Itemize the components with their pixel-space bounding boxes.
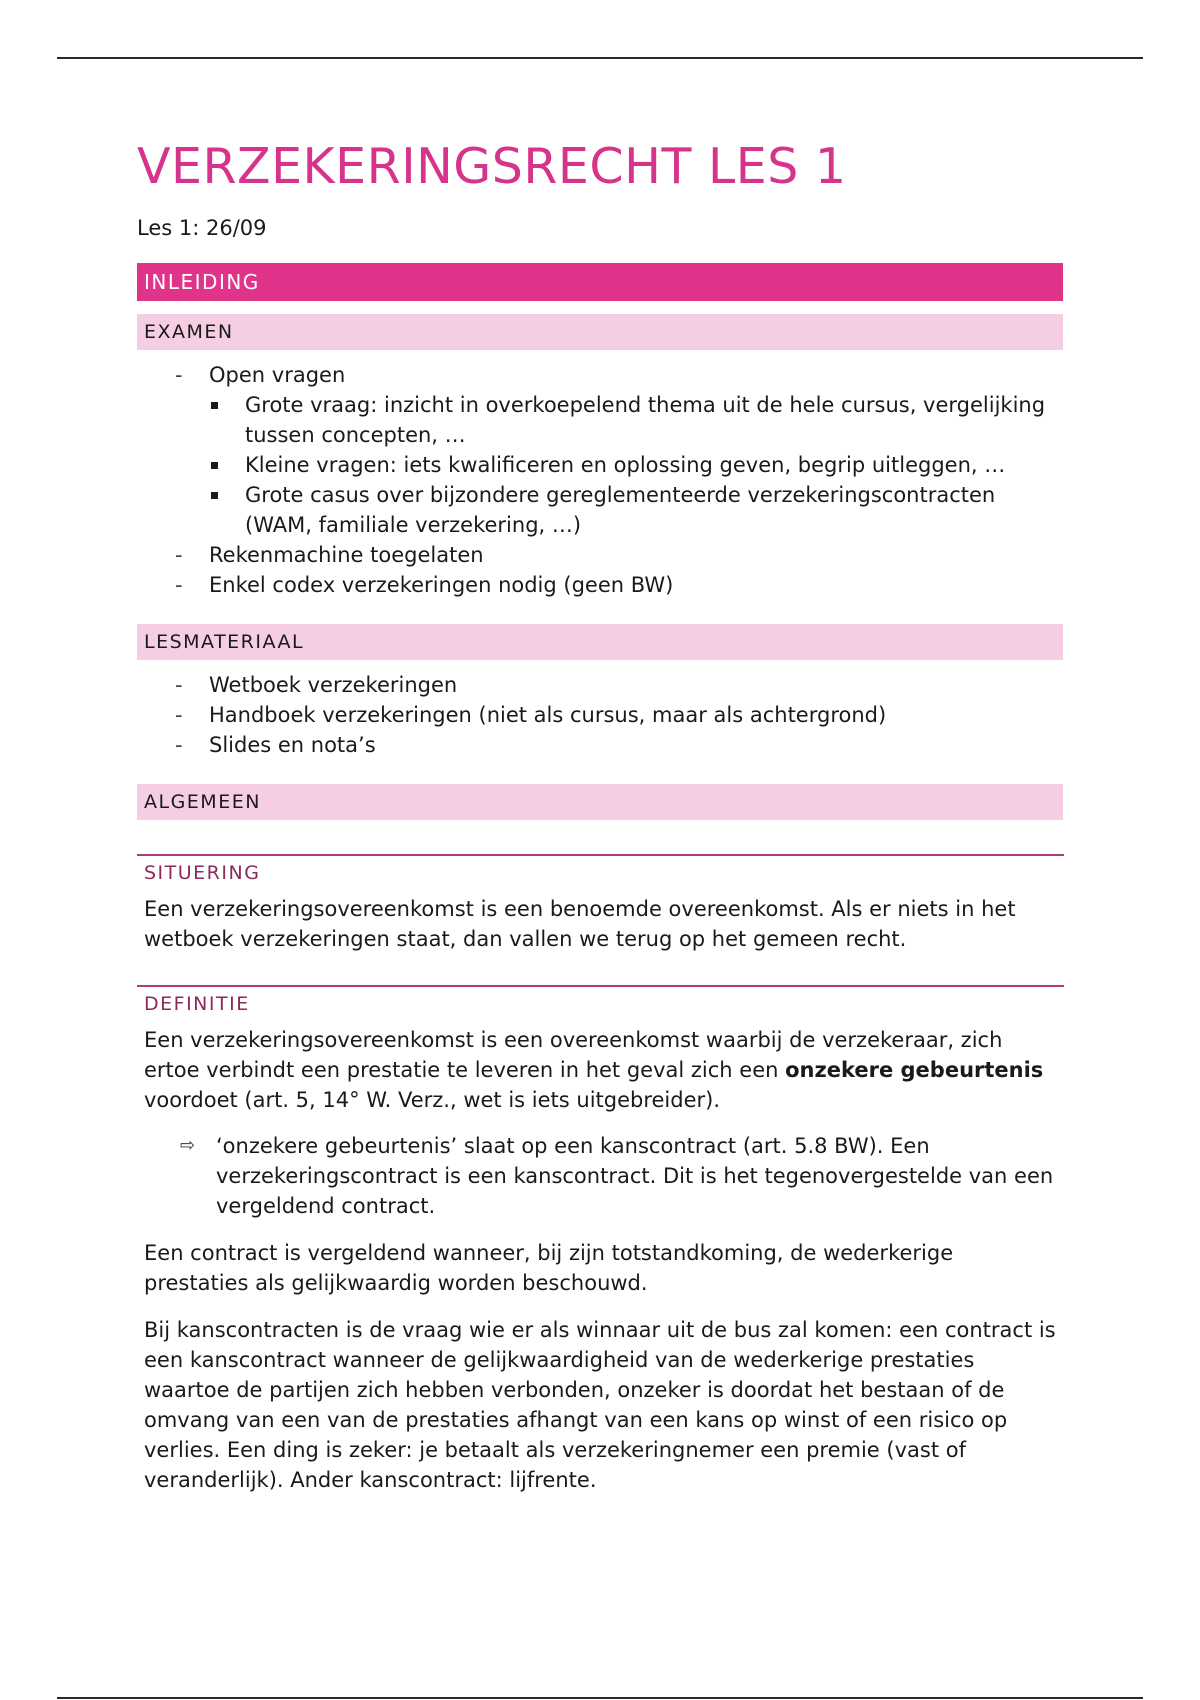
dash-bullet-icon: - [175, 573, 183, 598]
examen-sublist [209, 390, 1063, 540]
list-item [209, 390, 1063, 450]
list-item-text: Rekenmachine toegelaten [209, 543, 484, 568]
list-item-text: Grote vraag: inzicht in overkoepelend thema uit de hele cursus, vergelijking tussen concepten, … [245, 393, 1046, 448]
list-item-text: Wetboek verzekeringen [209, 673, 458, 698]
square-bullet-icon [211, 492, 218, 499]
dash-bullet-icon: - [175, 363, 183, 388]
list-item-text: Kleine vragen: iets kwalificeren en oplossing geven, begrip uitleggen, … [245, 453, 1006, 478]
list-item-text: Handboek verzekeringen (niet als cursus, maar als achtergrond) [209, 703, 887, 728]
list-item [209, 480, 1063, 540]
definitie-text-start: Een verzekeringsovereenkomst is een overeenkomst waarbij de verzekeraar, zich ertoe verbindt een prestatie te leveren in het geval zich een [144, 1028, 1003, 1083]
section-heading-algemeen: ALGEMEEN [137, 784, 1063, 820]
list-item-text: Enkel codex verzekeringen nodig (geen BW) [209, 573, 674, 598]
list-item [137, 360, 1063, 540]
document-body [137, 138, 1063, 1495]
arrow-right-icon: ⇨ [180, 1135, 196, 1157]
list-item-text: Slides en nota’s [209, 733, 376, 758]
arrow-note-text: ‘onzekere gebeurtenis’ slaat op een kanscontract (art. 5.8 BW). Een verzekeringscontract is een kanscontract. Dit is het tegenovergestelde van een vergeldend contract. [216, 1134, 1054, 1219]
definitie-bold-term: onzekere gebeurtenis [785, 1058, 1044, 1083]
page-title: VERZEKERINGSRECHT LES 1 [137, 138, 847, 195]
square-bullet-icon [211, 462, 218, 469]
list-item [137, 540, 1063, 570]
section-heading-inleiding: INLEIDING [137, 263, 1063, 301]
subheading-situering: SITUERING [137, 854, 1064, 888]
subheading-definitie: DEFINITIE [137, 985, 1064, 1019]
section-heading-lesmateriaal: LESMATERIAAL [137, 624, 1063, 660]
lesmateriaal-list [137, 670, 1063, 760]
vergeldend-paragraph: Een contract is vergeldend wanneer, bij zijn totstandkoming, de wederkerige prestaties als gelijkwaardig worden beschouwd. [144, 1241, 954, 1296]
square-bullet-icon [211, 402, 218, 409]
list-item [137, 670, 1063, 700]
examen-list [137, 360, 1063, 600]
list-item [137, 700, 1063, 730]
lesson-date: Les 1: 26/09 [137, 215, 267, 240]
dash-bullet-icon: - [175, 733, 183, 758]
definitie-text-end: voordoet (art. 5, 14° W. Verz., wet is iets uitgebreider). [144, 1088, 721, 1113]
top-rule [57, 57, 1143, 59]
section-heading-examen: EXAMEN [137, 314, 1063, 350]
bottom-rule [57, 1697, 1143, 1699]
kanscontract-paragraph: Bij kanscontracten is de vraag wie er als winnaar uit de bus zal komen: een contract is een kanscontract wanneer de gelijkwaardigheid van de wederkerige prestaties waartoe de partijen zich hebben verbonden, onzeker is doordat het bestaan of de omvang van een van de prestaties afhangt van een kans op winst of een risico op verlies. Een ding is zeker: je betaalt als verzekeringnemer een premie (vast of veranderlijk). Ander kanscontract: lijfrente. [144, 1318, 1056, 1493]
dash-bullet-icon: - [175, 543, 183, 568]
dash-bullet-icon: - [175, 673, 183, 698]
definitie-paragraph [137, 1025, 1063, 1115]
arrow-note [137, 1131, 1063, 1221]
list-item-text: Grote casus over bijzondere gereglementeerde verzekeringscontracten (WAM, familiale verzekering, …) [245, 483, 996, 538]
situering-paragraph: Een verzekeringsovereenkomst is een benoemde overeenkomst. Als er niets in het wetboek verzekeringen staat, dan vallen we terug op het gemeen recht. [144, 897, 1016, 952]
list-item [137, 570, 1063, 600]
list-item [209, 450, 1063, 480]
list-item-text: Open vragen [209, 363, 346, 388]
list-item [137, 730, 1063, 760]
dash-bullet-icon: - [175, 703, 183, 728]
